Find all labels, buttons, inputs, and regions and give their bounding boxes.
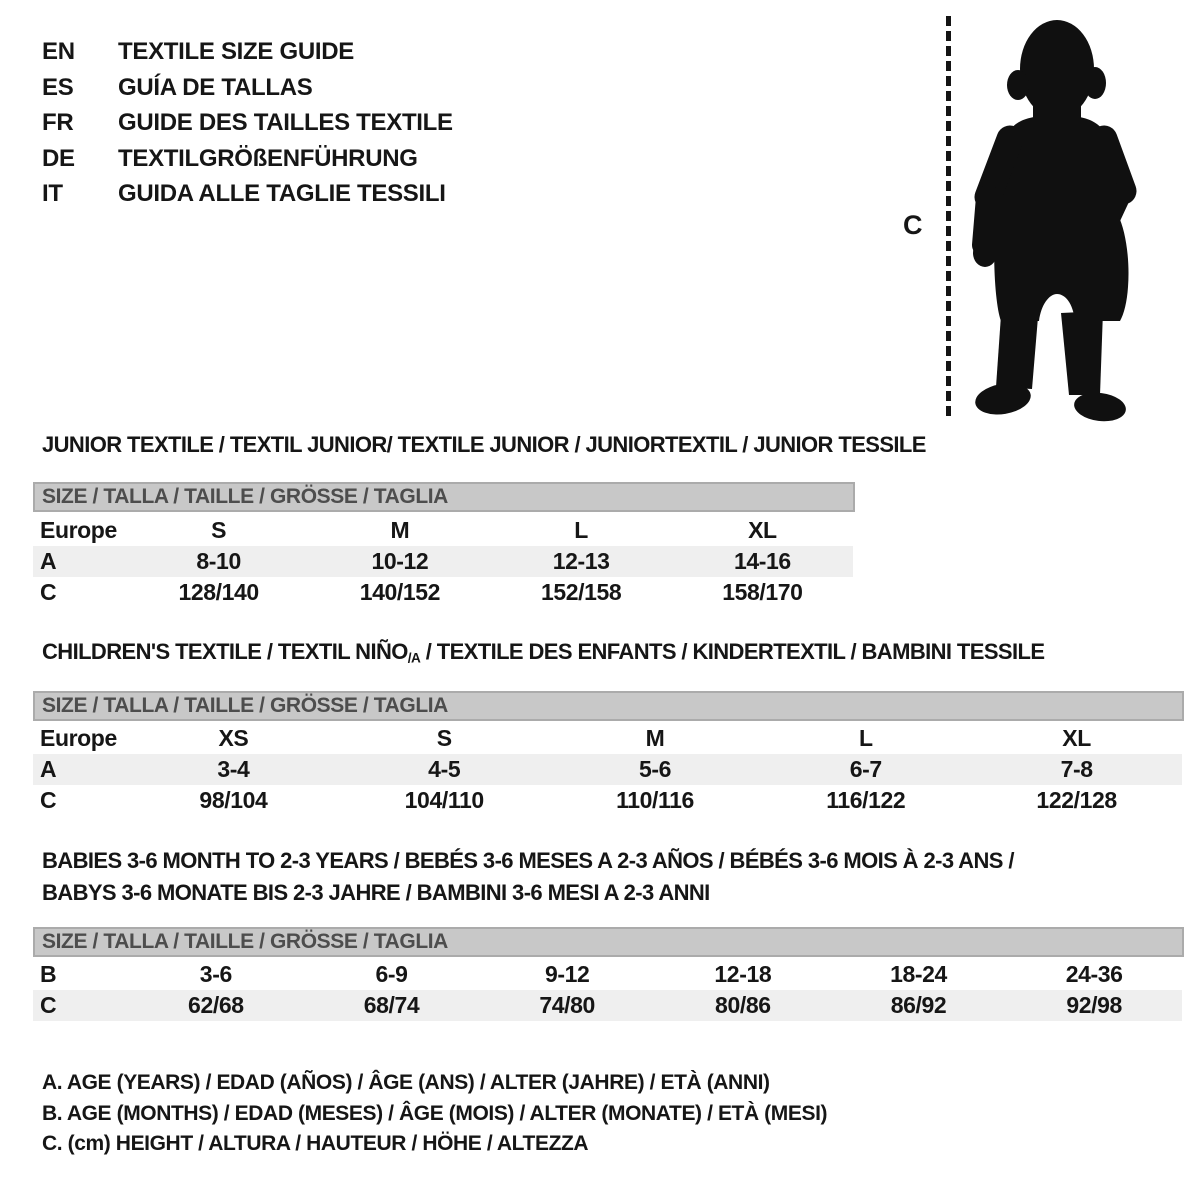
size-cell: L bbox=[858, 725, 873, 751]
babies-size-table bbox=[33, 959, 1182, 1021]
size-cell: 128/140 bbox=[178, 579, 259, 605]
language-title: TEXTILE SIZE GUIDE bbox=[118, 38, 354, 65]
size-cell: S bbox=[211, 517, 227, 543]
size-cell: 18-24 bbox=[890, 961, 947, 987]
size-cell: 24-36 bbox=[1065, 961, 1123, 987]
size-cell: S bbox=[436, 725, 452, 751]
table-row bbox=[33, 723, 1182, 754]
size-cell: 104/110 bbox=[404, 787, 484, 813]
table-row bbox=[33, 577, 853, 608]
children-size-header-bar: SIZE / TALLA / TAILLE / GRÖSSE / TAGLIA bbox=[33, 691, 1184, 721]
size-cell: 10-12 bbox=[371, 548, 429, 574]
legend-line-c: C. (cm) HEIGHT / ALTURA / HAUTEUR / HÖHE / ALTEZZA bbox=[42, 1132, 589, 1155]
legend-line-b: B. AGE (MONTHS) / EDAD (MESES) / ÂGE (MOIS) / ALTER (MONATE) / ETÀ (MESI) bbox=[42, 1101, 828, 1125]
babies-section-title bbox=[42, 845, 1014, 909]
size-cell: M bbox=[390, 517, 410, 543]
size-cell: 12-13 bbox=[552, 548, 610, 574]
language-code: ES bbox=[42, 73, 74, 101]
size-cell: 92/98 bbox=[1066, 992, 1122, 1018]
junior-size-header-bar: SIZE / TALLA / TAILLE / GRÖSSE / TAGLIA bbox=[33, 482, 855, 512]
language-code: IT bbox=[42, 180, 63, 207]
size-cell: 80/86 bbox=[715, 992, 771, 1018]
babies-title-line1: BABIES 3-6 MONTH TO 2-3 YEARS / BEBÉS 3-6 MESES A 2-3 AÑOS / BÉBÉS 3-6 MOIS À 2-3 ANS / bbox=[42, 848, 1014, 873]
size-cell: 14-16 bbox=[733, 548, 791, 574]
size-cell: 86/92 bbox=[890, 992, 947, 1018]
table-row bbox=[33, 959, 1182, 990]
row-label: A bbox=[40, 548, 57, 574]
size-cell: 140/152 bbox=[359, 579, 441, 605]
language-title: GUIDE DES TAILLES TEXTILE bbox=[118, 109, 453, 136]
size-cell: 8-10 bbox=[196, 548, 241, 574]
babies-size-header-bar: SIZE / TALLA / TAILLE / GRÖSSE / TAGLIA bbox=[33, 927, 1184, 957]
table-row bbox=[33, 546, 853, 577]
size-cell: 74/80 bbox=[539, 992, 595, 1018]
language-code: FR bbox=[42, 109, 74, 136]
table-row bbox=[33, 990, 1182, 1021]
language-title: GUIDA ALLE TAGLIE TESSILI bbox=[118, 180, 446, 207]
table-row bbox=[33, 785, 1182, 816]
table-row bbox=[33, 515, 853, 546]
size-cell: 3-4 bbox=[217, 756, 250, 782]
size-cell: XL bbox=[748, 517, 777, 543]
size-cell: 152/158 bbox=[540, 579, 622, 605]
size-cell: 110/116 bbox=[616, 787, 694, 813]
children-section-title bbox=[42, 638, 1044, 672]
toddler-silhouette-icon bbox=[963, 15, 1143, 425]
language-title: TEXTILGRÖßENFÜHRUNG bbox=[118, 144, 418, 172]
size-cell: 122/128 bbox=[1036, 787, 1117, 813]
size-cell: 116/122 bbox=[826, 787, 906, 813]
row-label: C bbox=[40, 787, 57, 813]
size-cell: 7-8 bbox=[1060, 756, 1093, 782]
row-label: Europe bbox=[40, 725, 117, 751]
children-title-sub: /A bbox=[407, 650, 421, 666]
babies-title-line2: BABYS 3-6 MONATE BIS 2-3 JAHRE / BAMBINI 3-6 MESI A 2-3 ANNI bbox=[42, 880, 710, 905]
row-label: C bbox=[40, 992, 57, 1018]
row-label: Europe bbox=[40, 517, 117, 543]
language-list bbox=[42, 34, 453, 212]
row-label: B bbox=[40, 961, 57, 987]
language-code: DE bbox=[42, 144, 75, 172]
junior-section-title: JUNIOR TEXTILE / TEXTIL JUNIOR/ TEXTILE JUNIOR / JUNIORTEXTIL / JUNIOR TESSILE bbox=[42, 432, 926, 457]
row-label: C bbox=[40, 579, 57, 605]
legend bbox=[42, 1068, 827, 1160]
row-label: A bbox=[40, 756, 57, 782]
size-cell: 5-6 bbox=[638, 756, 672, 782]
size-cell: L bbox=[574, 517, 588, 543]
language-code: EN bbox=[42, 38, 75, 65]
size-cell: 3-6 bbox=[199, 961, 232, 987]
size-cell: 6-7 bbox=[849, 756, 882, 782]
language-title: GUÍA DE TALLAS bbox=[118, 73, 313, 101]
size-cell: 62/68 bbox=[188, 992, 244, 1018]
size-cell: 98/104 bbox=[199, 787, 268, 813]
measure-label-c: C bbox=[903, 210, 923, 240]
children-size-table bbox=[33, 723, 1182, 816]
height-measure-dashed-line bbox=[946, 16, 951, 416]
table-row bbox=[33, 754, 1182, 785]
children-title-prefix: CHILDREN'S TEXTILE / TEXTIL NIÑO bbox=[42, 639, 408, 664]
legend-line-a: A. AGE (YEARS) / EDAD (AÑOS) / ÂGE (ANS) / ALTER (JAHRE) / ETÀ (ANNI) bbox=[42, 1071, 770, 1094]
junior-size-table bbox=[33, 515, 853, 608]
size-cell: XL bbox=[1062, 725, 1091, 751]
size-cell: 12-18 bbox=[714, 961, 772, 987]
size-cell: 9-12 bbox=[544, 961, 590, 987]
size-cell: M bbox=[645, 725, 665, 751]
size-cell: 158/170 bbox=[722, 579, 803, 605]
size-cell: 4-5 bbox=[428, 756, 461, 782]
children-title-suffix: / TEXTILE DES ENFANTS / KINDERTEXTIL / BAMBINI TESSILE bbox=[420, 639, 1045, 664]
size-cell: 68/74 bbox=[363, 992, 420, 1018]
size-cell: XS bbox=[218, 725, 249, 751]
size-cell: 6-9 bbox=[375, 961, 408, 987]
